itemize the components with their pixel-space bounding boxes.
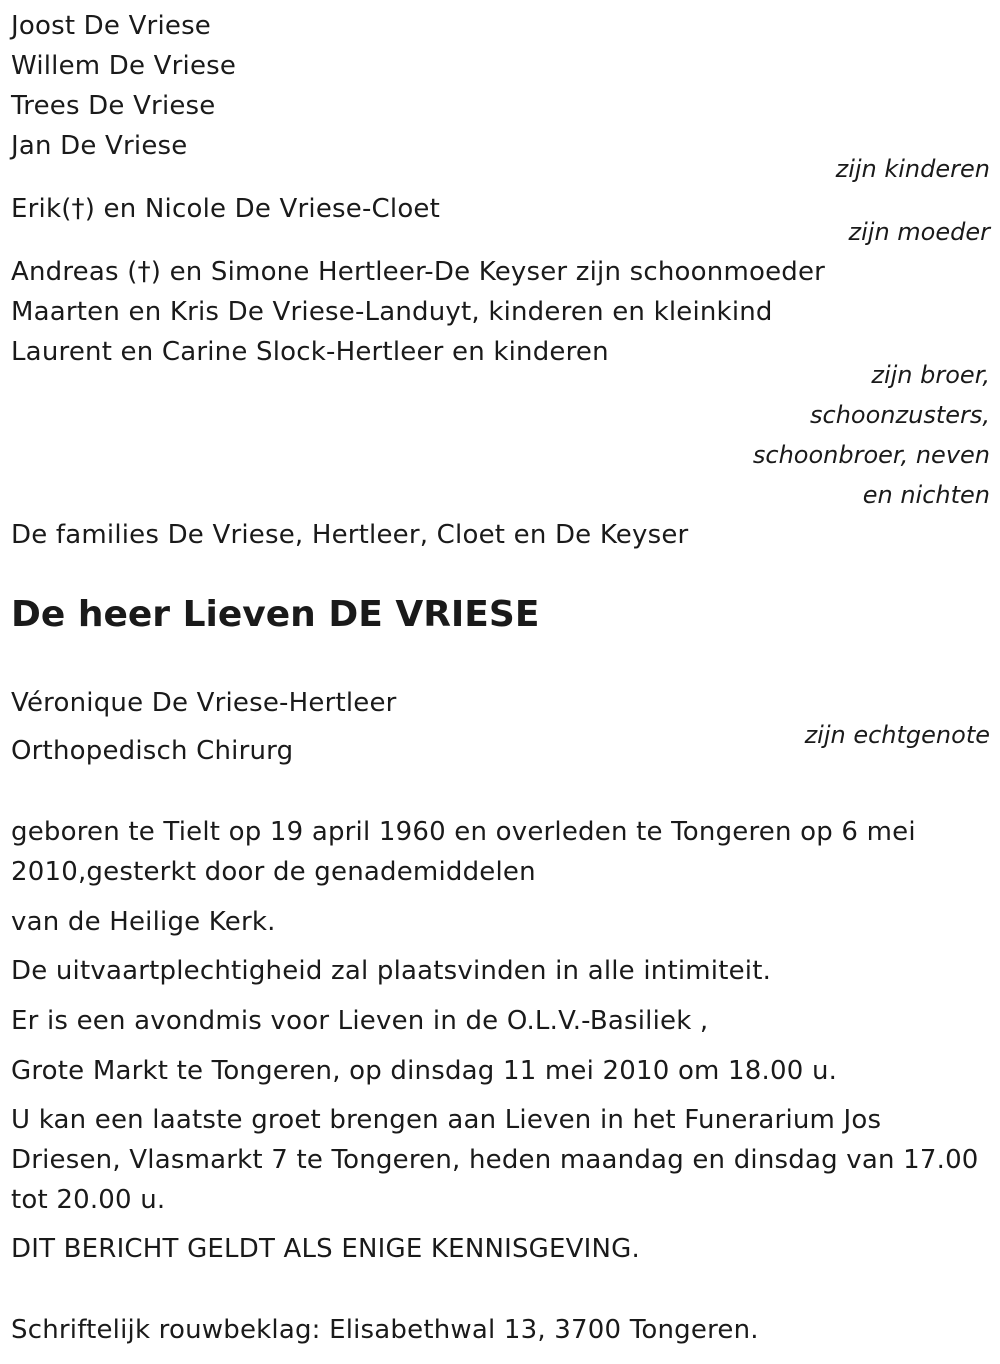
in-law-line: Maarten en Kris De Vriese-Landuyt, kinderen en kleinkind [11,297,773,327]
detail-line: Er is een avondmis voor Lieven in de O.L.V.-Basiliek , [11,1006,709,1036]
in-law-line: Laurent en Carine Slock-Hertleer en kinderen [11,337,609,367]
in-law-line: Andreas (†) en Simone Hertleer-De Keyser zijn schoonmoeder [11,257,826,287]
spouse-name: Véronique De Vriese-Hertleer [11,688,397,718]
detail-line: van de Heilige Kerk. [11,907,276,937]
in-laws-role-line: zijn broer, [871,361,990,389]
condolence-address: Schriftelijk rouwbeklag: Elisabethwal 13, 3700 Tongeren. [11,1315,759,1345]
visitation-text: U kan een laatste groet brengen aan Lieven in het Funerarium Jos Driesen, Vlasmarkt 7 te Tongeren, heden maandag en dinsdag van 17.00 tot 20.00 u. [11,1105,979,1215]
in-laws-role-line: en nichten [862,481,990,509]
children-role: zijn kinderen [835,155,990,183]
mother-name: Erik(†) en Nicole De Vriese-Cloet [11,194,441,224]
mother-role: zijn moeder [848,218,990,246]
detail-line: De uitvaartplechtigheid zal plaatsvinden in alle intimiteit. [11,956,772,986]
in-laws-role-line: schoonzusters, [810,401,990,429]
deceased-name: De heer Lieven DE VRIESE [11,594,540,635]
notice-line: DIT BERICHT GELDT ALS ENIGE KENNISGEVING. [11,1234,640,1264]
profession: Orthopedisch Chirurg [11,736,294,766]
birth-death-text: geboren te Tielt op 19 april 1960 en overleden te Tongeren op 6 mei 2010,gesterkt door de genademiddelen [11,817,916,887]
detail-line: Grote Markt te Tongeren, op dinsdag 11 mei 2010 om 18.00 u. [11,1056,838,1086]
spouse-role: zijn echtgenote [804,721,990,749]
families-line: De families De Vriese, Hertleer, Cloet en De Keyser [11,520,689,550]
child-name: Willem De Vriese [11,51,237,81]
child-name: Trees De Vriese [11,91,216,121]
in-laws-role-line: schoonbroer, neven [752,441,990,469]
child-name: Jan De Vriese [11,131,188,161]
child-name: Joost De Vriese [11,11,212,41]
